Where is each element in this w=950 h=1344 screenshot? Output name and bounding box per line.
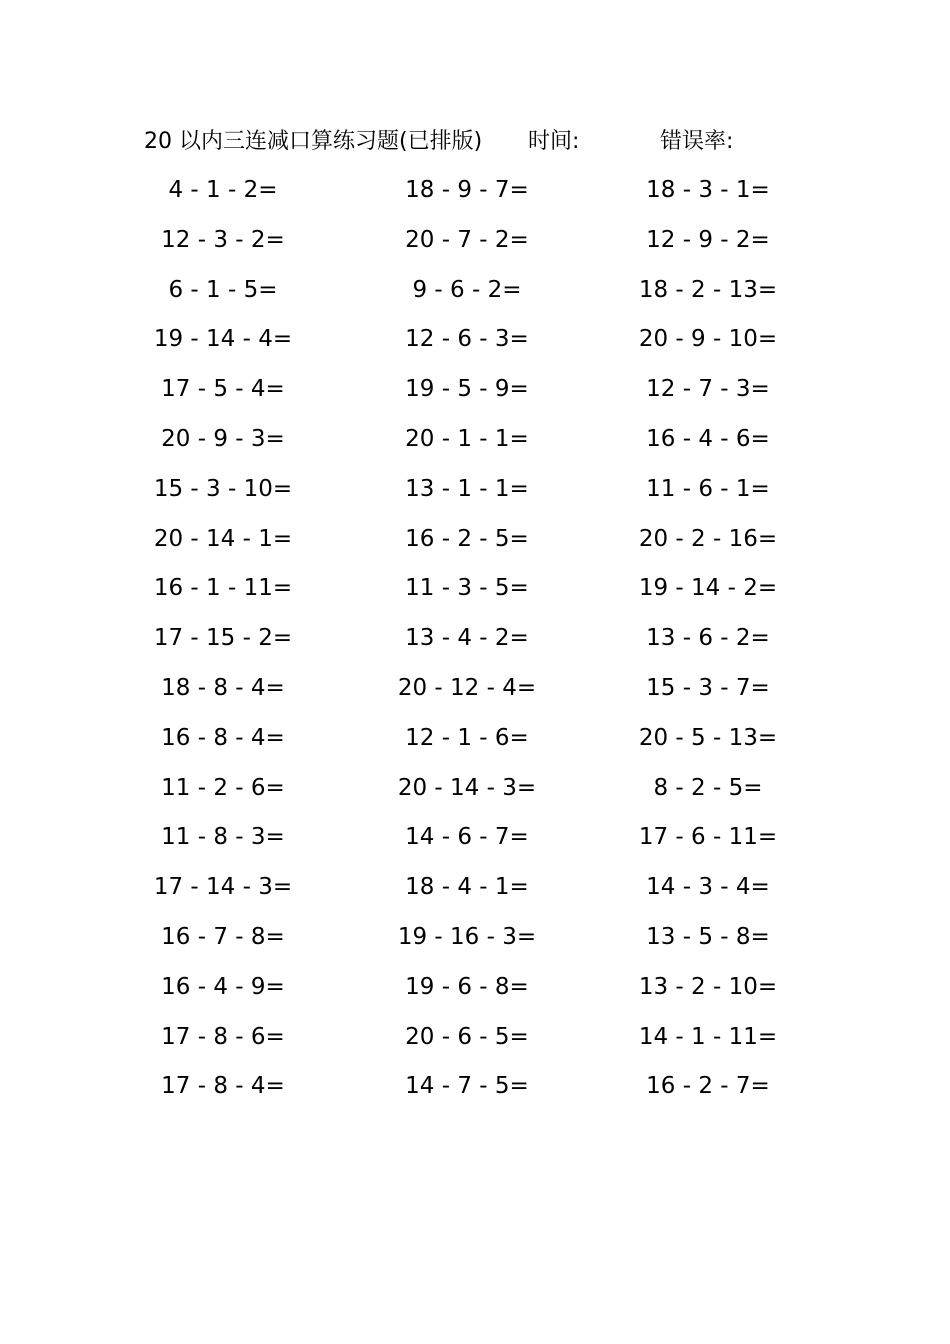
subtraction-problem: 20 - 9 - 10=: [638, 326, 778, 353]
problem-row: [0, 869, 950, 919]
subtraction-problem: 20 - 12 - 4=: [397, 674, 537, 701]
subtraction-problem: 14 - 6 - 7=: [405, 824, 529, 851]
subtraction-problem: 17 - 14 - 3=: [153, 874, 293, 901]
time-label: 时间:: [528, 129, 580, 154]
problem-row: [0, 521, 950, 571]
subtraction-problem: 11 - 6 - 1=: [646, 475, 770, 502]
problem-row: [0, 471, 950, 521]
problem-row: [0, 570, 950, 620]
problem-row: [0, 172, 950, 222]
subtraction-problem: 12 - 9 - 2=: [646, 226, 770, 253]
problem-row: [0, 620, 950, 670]
subtraction-problem: 4 - 1 - 2=: [168, 177, 278, 203]
subtraction-problem: 20 - 14 - 3=: [397, 774, 537, 801]
subtraction-problem: 13 - 5 - 8=: [646, 923, 770, 950]
subtraction-problem: 19 - 14 - 2=: [638, 575, 778, 602]
problem-row: [0, 272, 950, 322]
subtraction-problem: 17 - 8 - 4=: [161, 1073, 285, 1100]
subtraction-problem: 11 - 3 - 5=: [405, 575, 529, 602]
subtraction-problem: 13 - 4 - 2=: [405, 625, 529, 652]
subtraction-problem: 13 - 1 - 1=: [405, 475, 529, 502]
problem-row: [0, 1019, 950, 1069]
subtraction-problem: 6 - 1 - 5=: [168, 276, 278, 303]
problem-grid: [0, 172, 950, 1118]
subtraction-problem: 12 - 6 - 3=: [405, 326, 529, 353]
subtraction-problem: 20 - 1 - 1=: [405, 425, 529, 452]
problem-row: [0, 969, 950, 1019]
subtraction-problem: 14 - 1 - 11=: [638, 1023, 778, 1050]
problem-row: [0, 421, 950, 471]
subtraction-problem: 20 - 9 - 3=: [161, 425, 285, 452]
subtraction-problem: 15 - 3 - 10=: [153, 475, 293, 502]
problem-row: [0, 819, 950, 869]
subtraction-problem: 14 - 3 - 4=: [646, 874, 770, 901]
subtraction-problem: 14 - 7 - 5=: [405, 1073, 529, 1100]
subtraction-problem: 16 - 8 - 4=: [161, 724, 285, 751]
subtraction-problem: 16 - 2 - 7=: [646, 1073, 770, 1100]
problem-row: [0, 1068, 950, 1118]
subtraction-problem: 12 - 3 - 2=: [161, 226, 285, 253]
subtraction-problem: 19 - 16 - 3=: [397, 923, 537, 950]
subtraction-problem: 16 - 2 - 5=: [405, 525, 529, 552]
problem-row: [0, 222, 950, 272]
subtraction-problem: 16 - 4 - 6=: [646, 425, 770, 452]
subtraction-problem: 15 - 3 - 7=: [646, 674, 770, 701]
subtraction-problem: 19 - 14 - 4=: [153, 326, 293, 353]
subtraction-problem: 12 - 7 - 3=: [646, 376, 770, 403]
subtraction-problem: 8 - 2 - 5=: [653, 774, 763, 801]
subtraction-problem: 20 - 14 - 1=: [153, 525, 293, 552]
subtraction-problem: 17 - 6 - 11=: [638, 824, 778, 851]
subtraction-problem: 16 - 1 - 11=: [153, 575, 293, 602]
subtraction-problem: 11 - 2 - 6=: [161, 774, 285, 801]
problem-row: [0, 371, 950, 421]
subtraction-problem: 9 - 6 - 2=: [412, 276, 522, 303]
subtraction-problem: 20 - 5 - 13=: [638, 724, 778, 751]
problem-row: [0, 720, 950, 770]
problem-row: [0, 919, 950, 969]
problem-row: [0, 770, 950, 820]
error-rate-label: 错误率:: [660, 129, 734, 154]
subtraction-problem: 20 - 6 - 5=: [405, 1023, 529, 1050]
problem-row: [0, 670, 950, 720]
worksheet-title: 20 以内三连减口算练习题(已排版): [144, 129, 483, 154]
subtraction-problem: 13 - 6 - 2=: [646, 625, 770, 652]
subtraction-problem: 18 - 8 - 4=: [161, 674, 285, 701]
subtraction-problem: 11 - 8 - 3=: [161, 824, 285, 851]
subtraction-problem: 17 - 8 - 6=: [161, 1023, 285, 1050]
subtraction-problem: 13 - 2 - 10=: [638, 973, 778, 1000]
subtraction-problem: 20 - 7 - 2=: [405, 226, 529, 253]
subtraction-problem: 12 - 1 - 6=: [405, 724, 529, 751]
subtraction-problem: 16 - 7 - 8=: [161, 923, 285, 950]
subtraction-problem: 18 - 4 - 1=: [405, 874, 529, 901]
subtraction-problem: 20 - 2 - 16=: [638, 525, 778, 552]
subtraction-problem: 18 - 9 - 7=: [405, 177, 529, 203]
subtraction-problem: 17 - 15 - 2=: [153, 625, 293, 652]
problem-row: [0, 321, 950, 371]
subtraction-problem: 19 - 5 - 9=: [405, 376, 529, 403]
subtraction-problem: 19 - 6 - 8=: [405, 973, 529, 1000]
subtraction-problem: 18 - 2 - 13=: [638, 276, 778, 303]
subtraction-problem: 16 - 4 - 9=: [161, 973, 285, 1000]
subtraction-problem: 17 - 5 - 4=: [161, 376, 285, 403]
subtraction-problem: 18 - 3 - 1=: [646, 177, 770, 203]
